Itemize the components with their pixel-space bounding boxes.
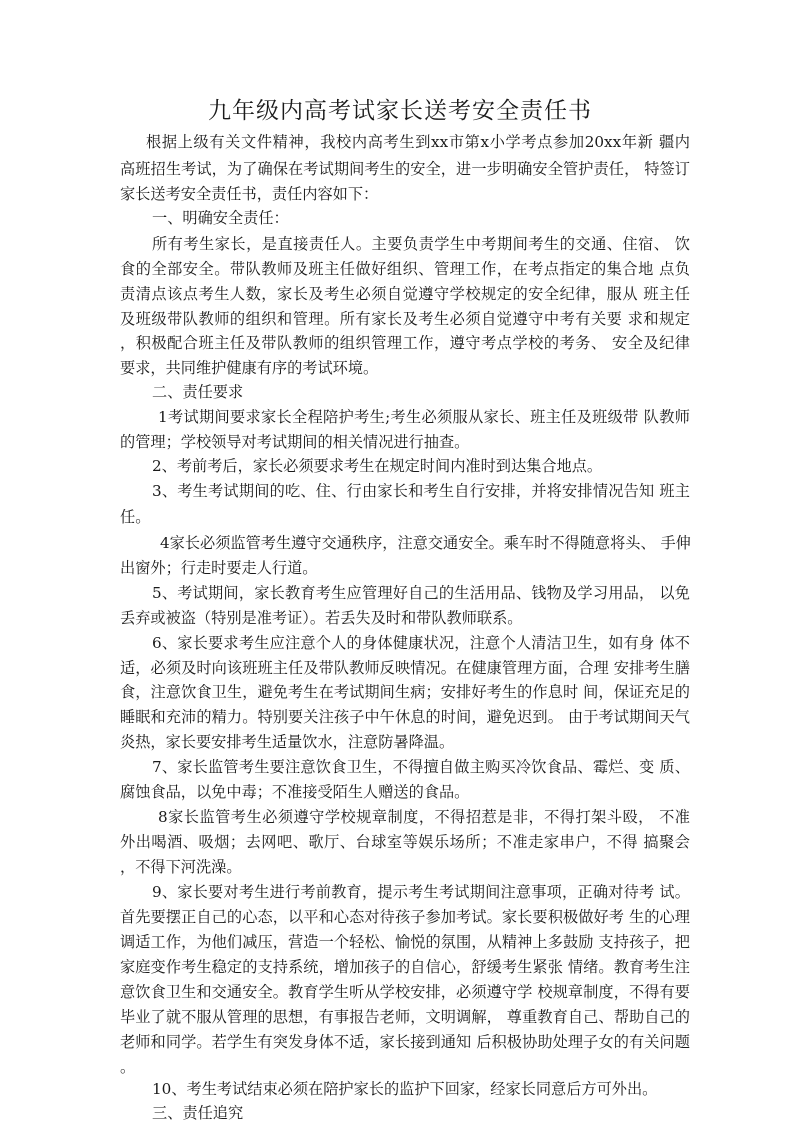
section-heading-1: 一、明确安全责任：	[152, 209, 289, 227]
paragraph-line: 首先要摆正自己的心态，以平和心态对待孩子参加考试。家长要积极做好考 生的心理	[120, 908, 690, 926]
paragraph-line: 6、家长要求考生应注意个人的身体健康状况，注意个人清洁卫生，如有身 体不	[152, 634, 690, 652]
paragraph-line: 高班招生考试，为了确保在考试期间考生的安全，进一步明确安全管护责任， 特签订	[120, 160, 690, 178]
paragraph-line: 所有考生家长，是直接责任人。主要负责学生中考期间考生的交通、住宿、 饮	[152, 235, 690, 253]
paragraph-line: 7、家长监管考生要注意饮食卫生，不得擅自做主购买冷饮食品、霉烂、变 质、	[152, 758, 690, 776]
paragraph-line: 调适工作，为他们减压，营造一个轻松、愉悦的氛围，从精神上多鼓励 支持孩子，把	[120, 933, 690, 951]
paragraph-line: 老师和同学。若学生有突发身体不适，家长接到通知 后积极协助处理子女的有关问题	[120, 1033, 690, 1051]
paragraph-line: 责清点该点考生人数，家长及考生必须自觉遵守学校规定的安全纪律，服从 班主任	[120, 285, 690, 303]
paragraph-line: 的管理；学校领导对考试期间的相关情况进行抽查。	[120, 433, 470, 451]
paragraph-line: 。	[120, 1058, 136, 1076]
paragraph-line: 家长送考安全责任书，责任内容如下：	[120, 185, 379, 203]
paragraph-line: 及班级带队教师的组织和管理。所有家长及考生必须自觉遵守中考有关要 求和规定	[120, 310, 690, 328]
paragraph-line: 根据上级有关文件精神，我校内高考生到xx市第x小学考点参加20xx年新 疆内	[146, 133, 690, 151]
paragraph-line: 腐蚀食品，以免中毒；不准接受陌生人赠送的食品。	[120, 783, 470, 801]
section-heading-2: 二、责任要求	[152, 383, 244, 401]
paragraph-line: 4家长必须监管考生遵守交通秩序，注意交通安全。乘车时不得随意将头、 手伸	[160, 534, 691, 552]
paragraph-line: 9、家长要对考生进行考前教育，提示考生考试期间注意事项，正确对待考 试。	[152, 883, 690, 901]
paragraph-line: 2、考前考后，家长必须要求考生在规定时间内准时到达集合地点。	[152, 457, 603, 475]
paragraph-line: 1考试期间要求家长全程陪护考生;考生必须服从家长、班主任及班级带 队教师	[158, 408, 690, 426]
paragraph-line: ，不得下河洗澡。	[120, 858, 242, 876]
section-heading-3: 三、责任追究	[152, 1104, 244, 1122]
paragraph-line: 家庭变作考生稳定的支持系统，增加孩子的自信心，舒缓考生紧张 情绪。教育考生注	[120, 958, 690, 976]
paragraph-line: 睡眠和充沛的精力。特别要关注孩子中午休息的时间，避免迟到。 由于考试期间天气	[120, 708, 690, 726]
paragraph-line: 出窗外；行走时要走人行道。	[120, 559, 318, 577]
paragraph-line: 适，必须及时向该班班主任及带队教师反映情况。在健康管理方面，合理 安排考生膳	[120, 659, 690, 677]
paragraph-line: 炎热，家长要安排考生适量饮水，注意防暑降温。	[120, 733, 455, 751]
paragraph-line: ，积极配合班主任及带队教师的组织管理工作，遵守考点学校的考务、 安全及纪律	[120, 334, 690, 352]
paragraph-line: 丢弃或被盗（特别是准考证）。若丢失及时和带队教师联系。	[120, 609, 523, 627]
paragraph-line: 10、考生考试结束必须在陪护家长的监护下回家，经家长同意后方可外出。	[152, 1080, 658, 1098]
paragraph-line: 要求，共同维护健康有序的考试环境。	[120, 359, 379, 377]
paragraph-line: 意饮食卫生和交通安全。教育学生听从学校安排，必须遵守学 校规章制度，不得有要	[120, 983, 690, 1001]
paragraph-line: 外出喝酒、吸烟；去网吧、歌厅、台球室等娱乐场所；不准走家串户，不得 搞聚会	[120, 833, 690, 851]
paragraph-line: 5、考试期间，家长教育考生应管理好自己的生活用品、钱物及学习用品， 以免	[152, 584, 690, 602]
paragraph-line: 任。	[120, 508, 151, 526]
paragraph-line: 毕业了就不服从管理的思想，有事报告老师，文明调解， 尊重教育自己、帮助自己的	[120, 1008, 690, 1026]
paragraph-line: 食的全部安全。带队教师及班主任做好组织、管理工作，在考点指定的集合地 点负	[120, 260, 690, 278]
paragraph-line: 食，注意饮食卫生，避免考生在考试期间生病；安排好考生的作息时 间，保证充足的	[120, 683, 690, 701]
paragraph-line: 3、考生考试期间的吃、住、行由家长和考生自行安排，并将安排情况告知 班主	[152, 482, 690, 500]
paragraph-line: 8家长监管考生必须遵守学校规章制度，不得招惹是非，不得打架斗殴， 不准	[158, 808, 690, 826]
document-title: 九年级内高考试家长送考安全责任书	[208, 98, 592, 124]
